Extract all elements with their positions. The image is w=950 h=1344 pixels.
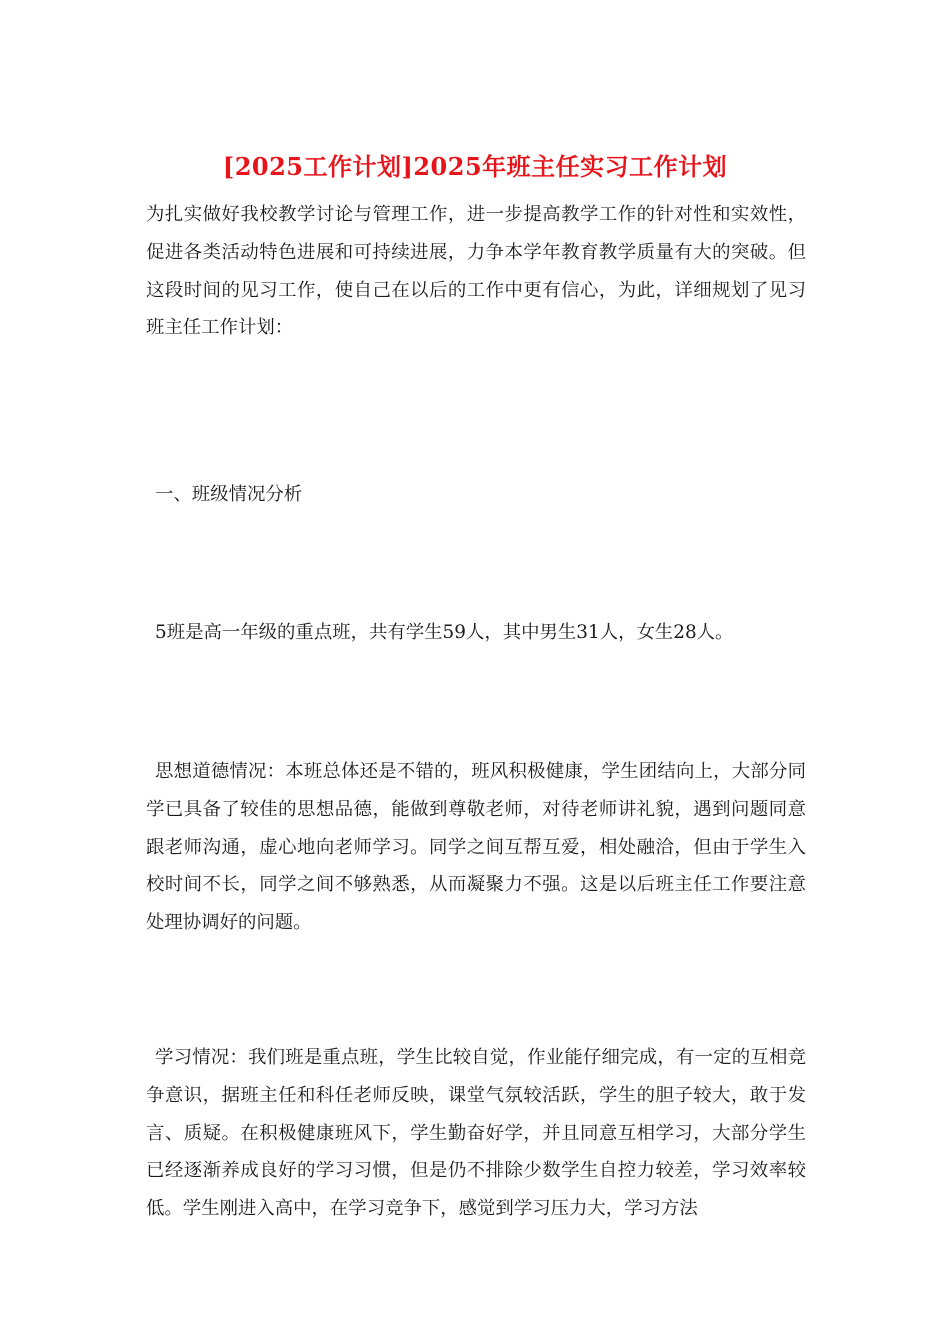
study-situation-paragraph: 学习情况：我们班是重点班，学生比较自觉，作业能仔细完成，有一定的互相竞争意识，据班主任和科任老师反映，课堂气氛较活跃，学生的胆子较大，敢于发言、质疑。在积极健康班风下，学生勤奋好学，并且同意互相学习，大部分学生已经逐渐养成良好的学习习惯，但是仍不排除少数学生自控力较差，学习效率较低。学生刚进入高中，在学习竞争下，感觉到学习压力大，学习方法 (146, 1047, 806, 1220)
section-heading-class-analysis: 一、班级情况分析 (155, 484, 303, 505)
document-title: [2025工作计划]2025年班主任实习工作计划 (222, 152, 728, 181)
moral-situation-paragraph: 思想道德情况：本班总体还是不错的，班风积极健康，学生团结向上，大部分同学已具备了较佳的思想品德，能做到尊敬老师，对待老师讲礼貌，遇到问题同意跟老师沟通，虚心地向老师学习。同学之间互帮互爱，相处融洽，但由于学生入校时间不长，同学之间不够熟悉，从而凝聚力不强。这是以后班主任工作要注意处理协调好的问题。 (146, 761, 806, 934)
class-summary-paragraph: 5班是高一年级的重点班，共有学生59人，其中男生31人，女生28人。 (155, 622, 734, 643)
intro-paragraph: 为扎实做好我校教学讨论与管理工作，进一步提高教学工作的针对性和实效性，促进各类活动特色进展和可持续进展，力争本学年教育教学质量有大的突破。但这段时间的见习工作，使自己在以后的工作中更有信心，为此，详细规划了见习班主任工作计划： (146, 204, 806, 339)
